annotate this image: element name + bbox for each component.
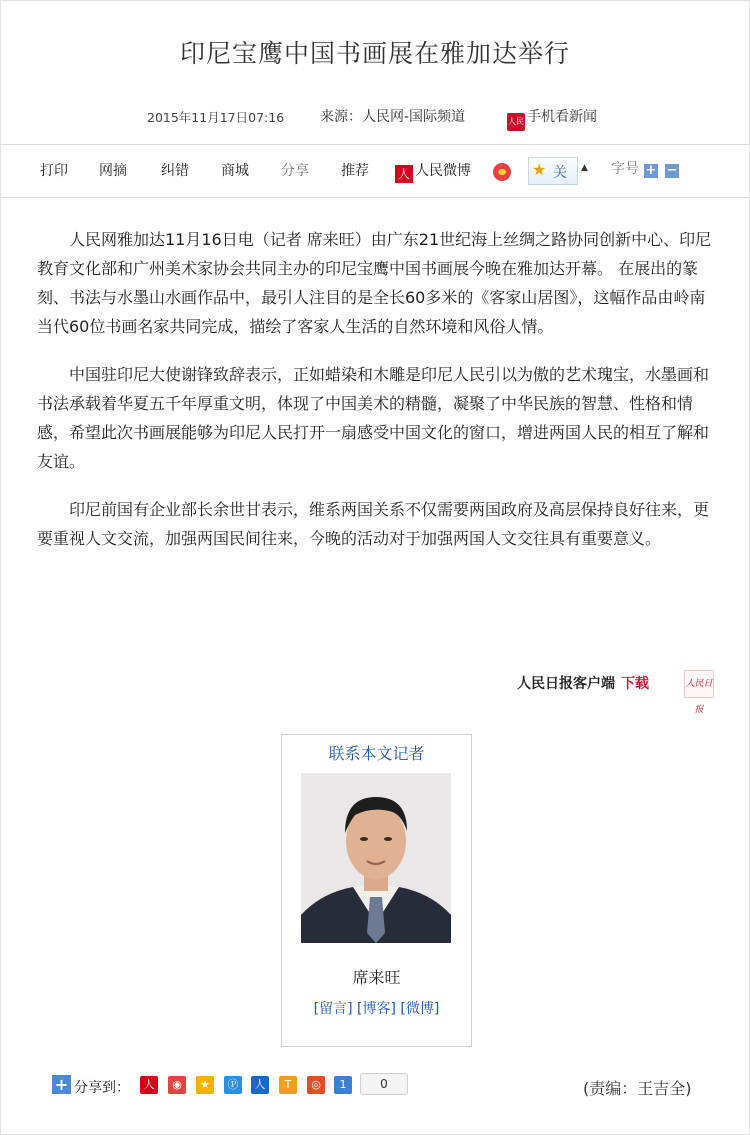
daily-app-label: 人民日报客户端 <box>517 676 615 692</box>
correction-button[interactable]: 纠错 <box>161 163 189 179</box>
print-button[interactable]: 打印 <box>40 163 68 179</box>
mobile-news-label: 手机看新闻 <box>527 109 597 125</box>
favorite-button[interactable] <box>528 157 578 185</box>
douban-icon[interactable]: ◎ <box>307 1076 325 1094</box>
article-body <box>37 225 717 572</box>
share-plus-icon[interactable]: + <box>52 1075 71 1094</box>
people-daily-logo[interactable]: 人民日报 <box>684 670 714 698</box>
reporter-links[interactable]: [留言] [博客] [微博] <box>313 1001 440 1017</box>
reporter-portrait-image <box>301 773 451 943</box>
article-paragraph: 人民网雅加达11月16日电（记者 席来旺）由广东21世纪海上丝绸之路协同创新中心、印尼教育文化部和广州美术家协会共同主办的印尼宝鹰中国书画展今晚在雅加达开幕。 在展出的篆刻、书法与水墨山水画作品中，最引人注目的是全长60多米的《客家山居图》，这幅作品由岭南当代60位书画名家共同完成，描绘了客家人生活的自然环境和风俗人情。 <box>37 230 712 336</box>
sina-weibo-icon[interactable] <box>493 163 511 181</box>
people-weibo-icon: 人 <box>395 165 413 183</box>
share-count: 0 <box>360 1073 408 1095</box>
favorite-label: 关 <box>553 165 567 181</box>
recommend-button[interactable]: 推荐 <box>341 163 369 179</box>
article-title: 印尼宝鹰中国书画展在雅加达举行 <box>179 39 570 68</box>
people-weibo-label: 人民微博 <box>415 163 471 179</box>
article-toolbar <box>1 144 749 198</box>
reporter-card <box>281 734 472 1047</box>
web-pick-button[interactable]: 网摘 <box>99 163 127 179</box>
editor-credit: (责编：王吉全) <box>583 1079 692 1098</box>
qzone-icon[interactable]: ★ <box>196 1076 214 1094</box>
people-weibo-button[interactable] <box>395 160 471 183</box>
article-paragraph: 印尼前国有企业部长余世甘表示，维系两国关系不仅需要两国政府及高层保持良好往来，更要重视人文交流，加强两国民间往来，今晚的活动对于加强两国人文交往具有重要意义。 <box>37 500 710 548</box>
article-meta <box>0 106 750 128</box>
reporter-card-title: 联系本文记者 <box>328 744 425 763</box>
font-increase-button[interactable]: + <box>645 163 657 178</box>
font-size-label: 字号 <box>611 161 639 177</box>
article-paragraph: 中国驻印尼大使谢锋致辞表示，正如蜡染和木雕是印尼人民引以为傲的艺术瑰宝，水墨画和书法承载着华夏五千年厚重文明，体现了中国美术的精髓，凝聚了中华民族的智慧、性格和情感，希望此次书画展能够为印尼人民打开一扇感受中国文化的窗口，增进两国人民的相互了解和友谊。 <box>37 365 710 471</box>
reporter-name: 席来旺 <box>352 968 401 987</box>
people-weibo-icon[interactable]: 人 <box>140 1076 158 1094</box>
renren-icon[interactable]: 人 <box>251 1076 269 1094</box>
share-to-label: 分享到： <box>74 1080 130 1096</box>
mall-button[interactable]: 商城 <box>221 163 249 179</box>
source-link[interactable]: 来源：人民网-国际频道 <box>320 109 466 125</box>
mobile-news-icon: 人民 <box>507 113 525 131</box>
mobile-news-link[interactable] <box>507 106 597 131</box>
caret-up-icon[interactable]: ▲ <box>581 163 588 173</box>
star-icon: ★ <box>532 160 547 179</box>
download-link[interactable]: 下载 <box>621 676 649 692</box>
publish-date: 2015年11月17日07:16 <box>147 110 285 125</box>
reporter-photo <box>301 773 451 943</box>
tencent-weibo-icon[interactable]: Ⓟ <box>224 1076 242 1094</box>
kaixin-icon[interactable]: T <box>279 1076 297 1094</box>
share-more-icon[interactable]: 1 <box>334 1076 352 1094</box>
daily-app-promo <box>517 673 649 693</box>
font-decrease-button[interactable]: − <box>666 163 678 178</box>
share-label: 分享 <box>281 163 309 179</box>
sina-weibo-icon[interactable]: ◉ <box>168 1076 186 1094</box>
